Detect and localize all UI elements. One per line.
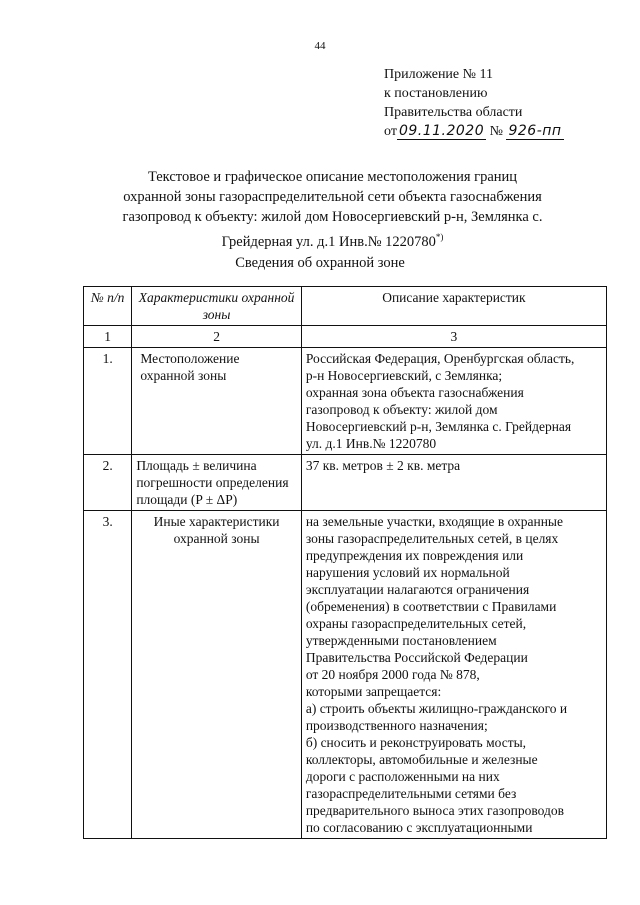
description-line: б) сносить и реконструировать мосты, [305,735,527,750]
appendix-line-1: Приложение № 11 [384,67,493,82]
table-row [84,348,607,455]
header-characteristic: Характеристики охранной зоны [132,287,302,326]
footnote-mark: *) [435,232,444,242]
title-line-3: газопровод к объекту: жилой дом Новосергиевский р-н, Землянка с. [122,209,543,225]
description-line: р-н Новосергиевский, с Землянка; [305,368,503,383]
description-line: нарушения условий их нормальной [305,565,510,580]
row-description [301,455,606,511]
title-line-4-text: Грейдерная ул. д.1 Инв.№ 1220780 [221,233,436,250]
row-description [301,348,606,455]
row-characteristic: Местоположение охранной зоны [132,348,302,455]
description-line: коллекторы, автомобильные и железные [305,752,538,767]
column-number-3: 3 [301,326,606,348]
table-header-row [84,287,607,326]
description-line: которыми запрещается: [305,684,442,699]
description-line: предварительного выноса этих газопроводов [305,803,564,818]
row-number: 2. [84,455,132,511]
row-number: 1. [84,348,132,455]
description-line: охранная зона объекта газоснабжения [305,385,524,400]
title-line-1: Текстовое и графическое описание местоположения границ [147,169,518,185]
description-line: утвержденными постановлением [305,633,497,648]
description-line: охраны газораспределительных сетей, [305,616,527,631]
description-line: Российская Федерация, Оренбургская область, [305,351,575,366]
zone-info-table [83,286,607,839]
description-line: эксплуатации налагаются ограничения [305,582,530,597]
description-line: на земельные участки, входящие в охранные [305,514,563,529]
description-line: производственного назначения; [305,718,488,733]
description-line: а) строить объекты жилищно-гражданского и [305,701,568,716]
appendix-line-3: Правительства области [384,105,523,120]
appendix-line-2: к постановлению [384,86,488,101]
table-row [84,511,607,839]
description-line: зоны газораспределительных сетей, в целях [305,531,559,546]
description-line: Правительства Российской Федерации [305,650,528,665]
title-line-4 [100,227,565,252]
header-number: № п/п [84,287,132,326]
description-line: Новосергиевский р-н, Землянка с. Грейдерная [305,419,572,434]
document-title [100,167,565,252]
column-number-2: 2 [132,326,302,348]
row-characteristic: Иные характеристики охранной зоны [132,511,302,839]
description-line: по согласованию с эксплуатационными [305,820,533,835]
handwritten-number: 926-пп [508,123,562,139]
page-number: 44 [314,40,326,52]
appendix-date-line [384,122,564,141]
appendix-block [384,65,564,141]
header-description: Описание характеристик [301,287,606,326]
description-line: предупреждения их повреждения или [305,548,524,563]
description-line: ул. д.1 Инв.№ 1220780 [305,436,437,451]
row-description [301,511,606,839]
row-number: 3. [84,511,132,839]
title-line-2: охранной зоны газораспределительной сети объекта газоснабжения [123,189,542,205]
section-subtitle: Сведения об охранной зоне [235,255,405,271]
description-line: 37 кв. метров ± 2 кв. метра [305,458,461,473]
description-line: от 20 ноября 2000 года № 878, [305,667,480,682]
table-row [84,455,607,511]
description-line: газопровод к объекту: жилой дом [305,402,498,417]
column-number-row [84,326,607,348]
row-characteristic: Площадь ± величина погрешности определения площади (P ± ΔP) [132,455,302,511]
handwritten-date: 09.11.2020 [398,123,485,139]
description-line: газораспределительными сетями без [305,786,517,801]
description-line: дороги с расположенными на них [305,769,500,784]
description-line: (обременения) в соответствии с Правилами [305,599,557,614]
date-prefix: от [384,124,397,139]
number-prefix: № [489,124,503,139]
column-number-1: 1 [84,326,132,348]
